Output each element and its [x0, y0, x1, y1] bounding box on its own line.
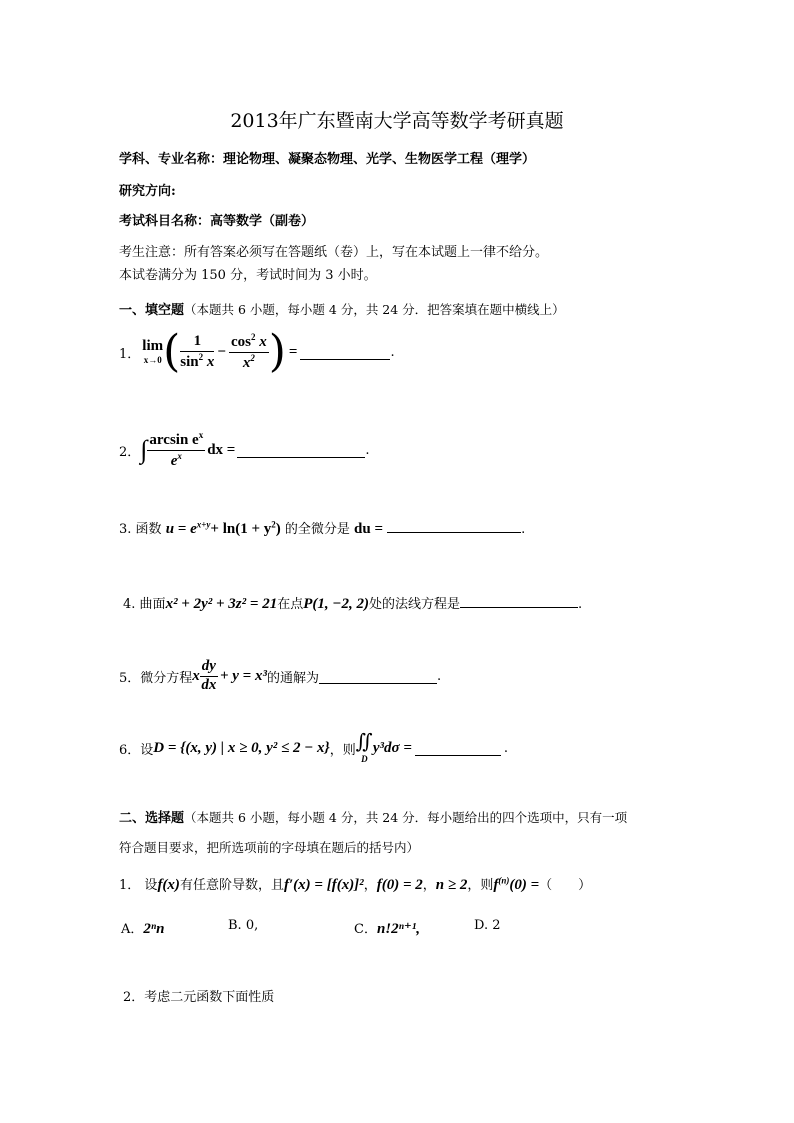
section2-heading-rest2: 符合题目要求，把所选项前的字母填在题后的括号内） [119, 840, 420, 855]
q4-suffix: 处的法线方程是 [368, 597, 460, 612]
option-c[interactable] [354, 918, 420, 938]
q5-prefix: 微分方程 [140, 670, 193, 686]
section1-heading [119, 299, 565, 318]
section1-heading-bold: 一、填空题 [119, 303, 185, 318]
q4-middle: 在点 [277, 597, 304, 612]
q6-prefix: 设 [140, 742, 154, 758]
q2-sup: x [198, 430, 204, 441]
q1-equals: = [288, 343, 298, 360]
q6-iint-sign: ∬ [355, 731, 373, 754]
q1-period: . [390, 344, 395, 360]
q5-expr: + y = x³ [219, 667, 267, 684]
q2-e: e [170, 452, 178, 469]
q3-number: 3. [119, 522, 132, 537]
q4-surface-expr: x² + 2y² + 3z² = 21 [165, 596, 278, 612]
q3-expr-sup: x+y [196, 519, 211, 530]
q3-du: du = [354, 521, 384, 537]
notice-line: 考生注意：所有答案必须写在答题纸（卷）上，写在本试题上一律不给分。 [119, 245, 549, 260]
q6-domain-expr: D = {(x, y) | x ≥ 0, y² ≤ 2 − x} [153, 739, 330, 756]
q2-denominator: $e^x$ [170, 450, 182, 469]
q1-frac1-den: $\sin^2 x$ [180, 351, 215, 370]
q2-dx: dx = [207, 441, 236, 458]
c1-comma2: ， [422, 878, 436, 893]
option-a[interactable] [121, 918, 164, 938]
q2-arcsin: arcsin e [149, 432, 199, 449]
q6-iint-sub: D [361, 754, 368, 765]
option-b-text: 0, [245, 918, 259, 933]
c1-prefix: 设 [144, 878, 158, 893]
section1-heading-rest: （本题共 6 小题，每小题 4 分，共 24 分．把答案填在题中横线上） [184, 302, 565, 317]
q6-answer-blank[interactable] [415, 741, 501, 756]
fill-question-4 [123, 593, 582, 613]
q6-period: . [503, 740, 509, 756]
q1-sin: sin [180, 353, 199, 370]
q5-x: x [192, 667, 200, 684]
q2-integral-sign: ∫ [140, 435, 148, 464]
q4-prefix: 曲面 [139, 597, 166, 612]
option-d-label: D. [474, 918, 489, 933]
option-a-text: 2ⁿn [143, 921, 165, 937]
section2-heading [119, 807, 627, 826]
q1-frac2-den: $x^2$ [242, 352, 255, 371]
c1-condition2: f(0) = 2 [376, 877, 423, 893]
q3-expr-sup2: 2 [271, 519, 276, 530]
q1-lim: lim [142, 338, 164, 355]
q1-frac1-num: 1 [180, 333, 214, 351]
c1-fx: f(x) [157, 877, 180, 893]
c1-fn: f [493, 877, 499, 893]
q5-dy: dy [200, 658, 218, 676]
q3-middle: 的全微分是 [284, 522, 350, 537]
q1-frac2-num: $\cos^2 x$ [229, 332, 269, 352]
q3-expr-part2: + ln(1 + y [210, 521, 272, 537]
q6-middle: ，则 [329, 742, 356, 758]
q2-answer-blank[interactable] [237, 443, 365, 458]
option-c-text: n!2ⁿ⁺¹, [376, 921, 421, 937]
q1-fraction-1 [180, 333, 214, 371]
option-d[interactable] [474, 918, 501, 933]
direction-line: 研究方向: [119, 184, 176, 199]
score-line: 本试卷满分为 150 分，考试时间为 3 小时。 [119, 268, 377, 283]
q1-cos: cos [230, 334, 251, 351]
option-c-label: C． [354, 922, 377, 937]
c1-middle1: 有任意阶导数，且 [179, 878, 284, 893]
q1-x1: x [206, 353, 215, 370]
c1-fn-at0: (0) = [509, 877, 540, 893]
q5-dx: dx [201, 676, 217, 693]
section2-heading-bold: 二、选择题 [119, 811, 185, 826]
q5-number: 5． [119, 670, 141, 686]
c2-number: 2． [123, 990, 145, 1005]
q3-prefix: 函数 [135, 522, 162, 537]
q4-answer-blank[interactable] [460, 593, 578, 608]
q5-suffix: 的通解为 [266, 670, 319, 686]
q2-period: . [365, 442, 370, 458]
q1-answer-blank[interactable] [300, 345, 390, 360]
option-b[interactable] [228, 918, 258, 933]
q1-limit [142, 338, 163, 366]
c1-number: 1． [119, 878, 141, 893]
q5-derivative [200, 658, 218, 694]
q1-fraction-2 [229, 332, 269, 372]
option-b-label: B. [228, 918, 242, 933]
q1-lim-sub: x→0 [143, 355, 162, 366]
q5-answer-blank[interactable] [319, 669, 437, 684]
q2-fraction [147, 430, 205, 470]
fill-question-3 [119, 518, 525, 538]
c1-answer-paren[interactable]: （ ） [539, 878, 592, 893]
exam-subject-line: 考试科目名称：高等数学（副卷） [119, 214, 315, 229]
c1-middle2: ，则 [467, 878, 494, 893]
c2-text: 考虑二元函数下面性质 [144, 990, 275, 1005]
q3-expr-part1: u = e [165, 521, 197, 537]
q2-numerator [147, 430, 205, 450]
c1-condition1: f′(x) = [f(x)]² [283, 877, 364, 893]
q1-number: 1． [119, 346, 141, 362]
q1-minus: − [217, 343, 226, 360]
fill-question-5 [119, 656, 441, 696]
fill-question-2 [119, 428, 370, 472]
q1-left-paren: ( [163, 326, 181, 377]
q1-x2: x [259, 334, 267, 351]
fill-question-6 [119, 728, 508, 768]
fill-question-1 [119, 326, 395, 378]
c1-condition3: n ≥ 2 [435, 877, 468, 893]
choice-question-2 [123, 986, 274, 1005]
choice-question-1 [119, 874, 591, 894]
q6-number: 6． [119, 742, 141, 758]
section2-heading-rest1: （本题共 6 小题，每小题 4 分，共 24 分．每小题给出的四个选项中，只有一项 [184, 810, 628, 825]
q6-double-integral [356, 731, 373, 764]
q2-number: 2． [119, 444, 141, 460]
option-a-label: A． [121, 922, 144, 937]
q3-expr-part3: ) [275, 521, 281, 537]
q4-point: P(1, −2, 2) [303, 596, 369, 612]
subject-line: 学科、专业名称：理论物理、凝聚态物理、光学、生物医学工程（理学） [119, 152, 536, 167]
c1-comma1: ， [363, 878, 377, 893]
q5-period: . [436, 668, 442, 684]
q3-answer-blank[interactable] [387, 518, 521, 533]
q6-integrand: y³dσ = [372, 739, 412, 756]
c1-fn-sup: (n) [498, 875, 510, 886]
q1-x3: x [242, 354, 251, 371]
page-title: 2013年广东暨南大学高等数学考研真题 [230, 110, 564, 132]
q1-right-paren: ) [268, 326, 286, 377]
q4-period: . [577, 597, 583, 612]
q3-period: . [521, 522, 526, 537]
q4-number: 4. [123, 597, 136, 612]
option-d-text: 2 [492, 918, 501, 933]
